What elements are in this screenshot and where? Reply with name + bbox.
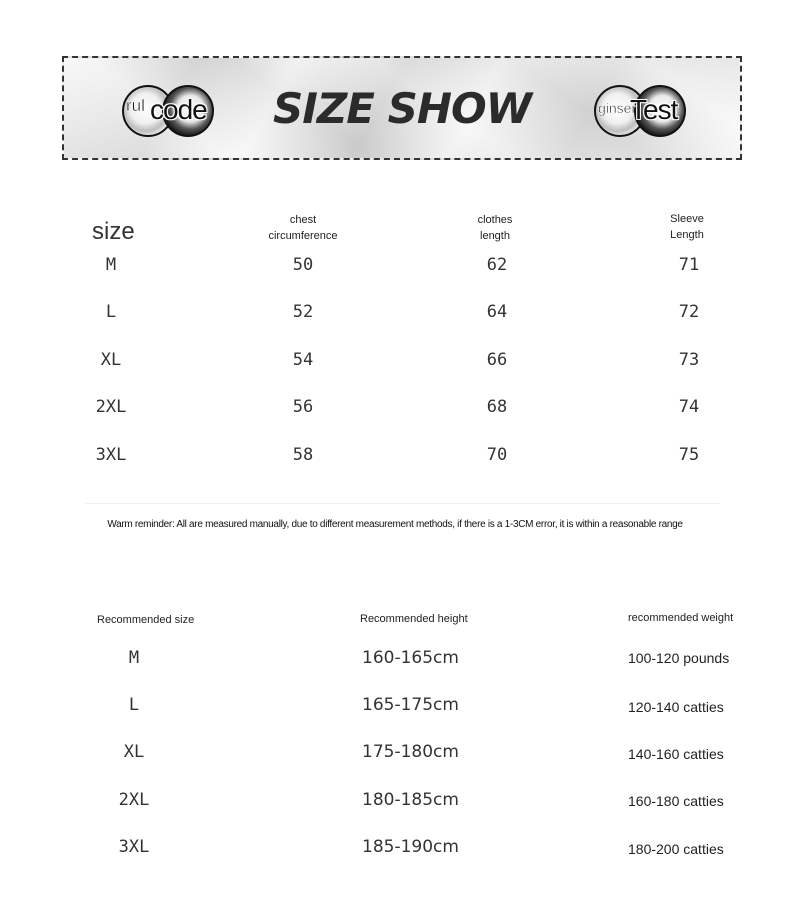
rec-height: 160-165cm [362,648,459,668]
right-badge-big-text: Test [630,94,678,125]
rec-height: 165-175cm [362,695,459,715]
row-sleeve: 73 [678,350,700,370]
rec-size: M [128,648,140,668]
right-badge-small-text: ginsen [598,100,640,116]
row-size: L [105,302,117,322]
size-show-banner [62,56,742,160]
row-chest: 54 [292,350,314,370]
row-chest: 50 [292,255,314,275]
row-length: 66 [486,350,508,370]
rec-weight: 140-160 catties [628,746,724,762]
row-length: 62 [486,255,508,275]
row-size: 3XL [95,445,127,465]
row-length: 70 [486,445,508,465]
row-size: M [105,255,117,275]
rec-height: 180-185cm [362,790,459,810]
left-badge-big-text: code [150,94,207,125]
row-length: 64 [486,302,508,322]
header-length-line1: clothes [477,214,513,226]
header-sleeve-line1: Sleeve [670,213,704,225]
rec-weight: 100-120 pounds [628,650,730,666]
rec-height: 175-180cm [362,742,459,762]
row-sleeve: 72 [678,302,700,322]
header-recommended-height: Recommended height [360,613,468,625]
rec-height: 185-190cm [362,837,459,857]
right-badge [592,82,682,136]
rec-weight: 120-140 catties [628,699,724,715]
header-chest [268,212,337,244]
left-badge-small-text: rul [126,96,145,115]
row-chest: 56 [292,397,314,417]
rec-weight: 160-180 catties [628,793,724,809]
header-chest-line2: circumference [268,230,338,242]
rec-size: XL [123,742,145,762]
row-size: XL [100,350,122,370]
row-length: 68 [486,397,508,417]
row-size: 2XL [95,397,127,417]
row-sleeve: 71 [678,255,700,275]
row-chest: 52 [292,302,314,322]
header-clothes-length [478,212,513,244]
warm-reminder: Warm reminder: All are measured manually, due to different measurement methods, if there is a 1-3CM error, it is within a reasonable range [107,519,683,530]
banner-title: SIZE SHOW [272,84,532,133]
table-divider [85,503,720,504]
header-sleeve-line2: Length [670,229,704,241]
header-length-line2: length [480,230,510,242]
rec-size: 3XL [118,837,150,857]
row-chest: 58 [292,445,314,465]
header-recommended-weight: recommended weight [628,612,734,624]
rec-size: L [128,695,140,715]
header-recommended-size: Recommended size [97,614,195,626]
row-sleeve: 75 [678,445,700,465]
rec-weight: 180-200 catties [628,841,724,857]
header-sleeve-length [670,211,704,243]
rec-size: 2XL [118,790,150,810]
header-size: size [92,218,135,245]
header-chest-line1: chest [289,214,317,226]
row-sleeve: 74 [678,397,700,417]
